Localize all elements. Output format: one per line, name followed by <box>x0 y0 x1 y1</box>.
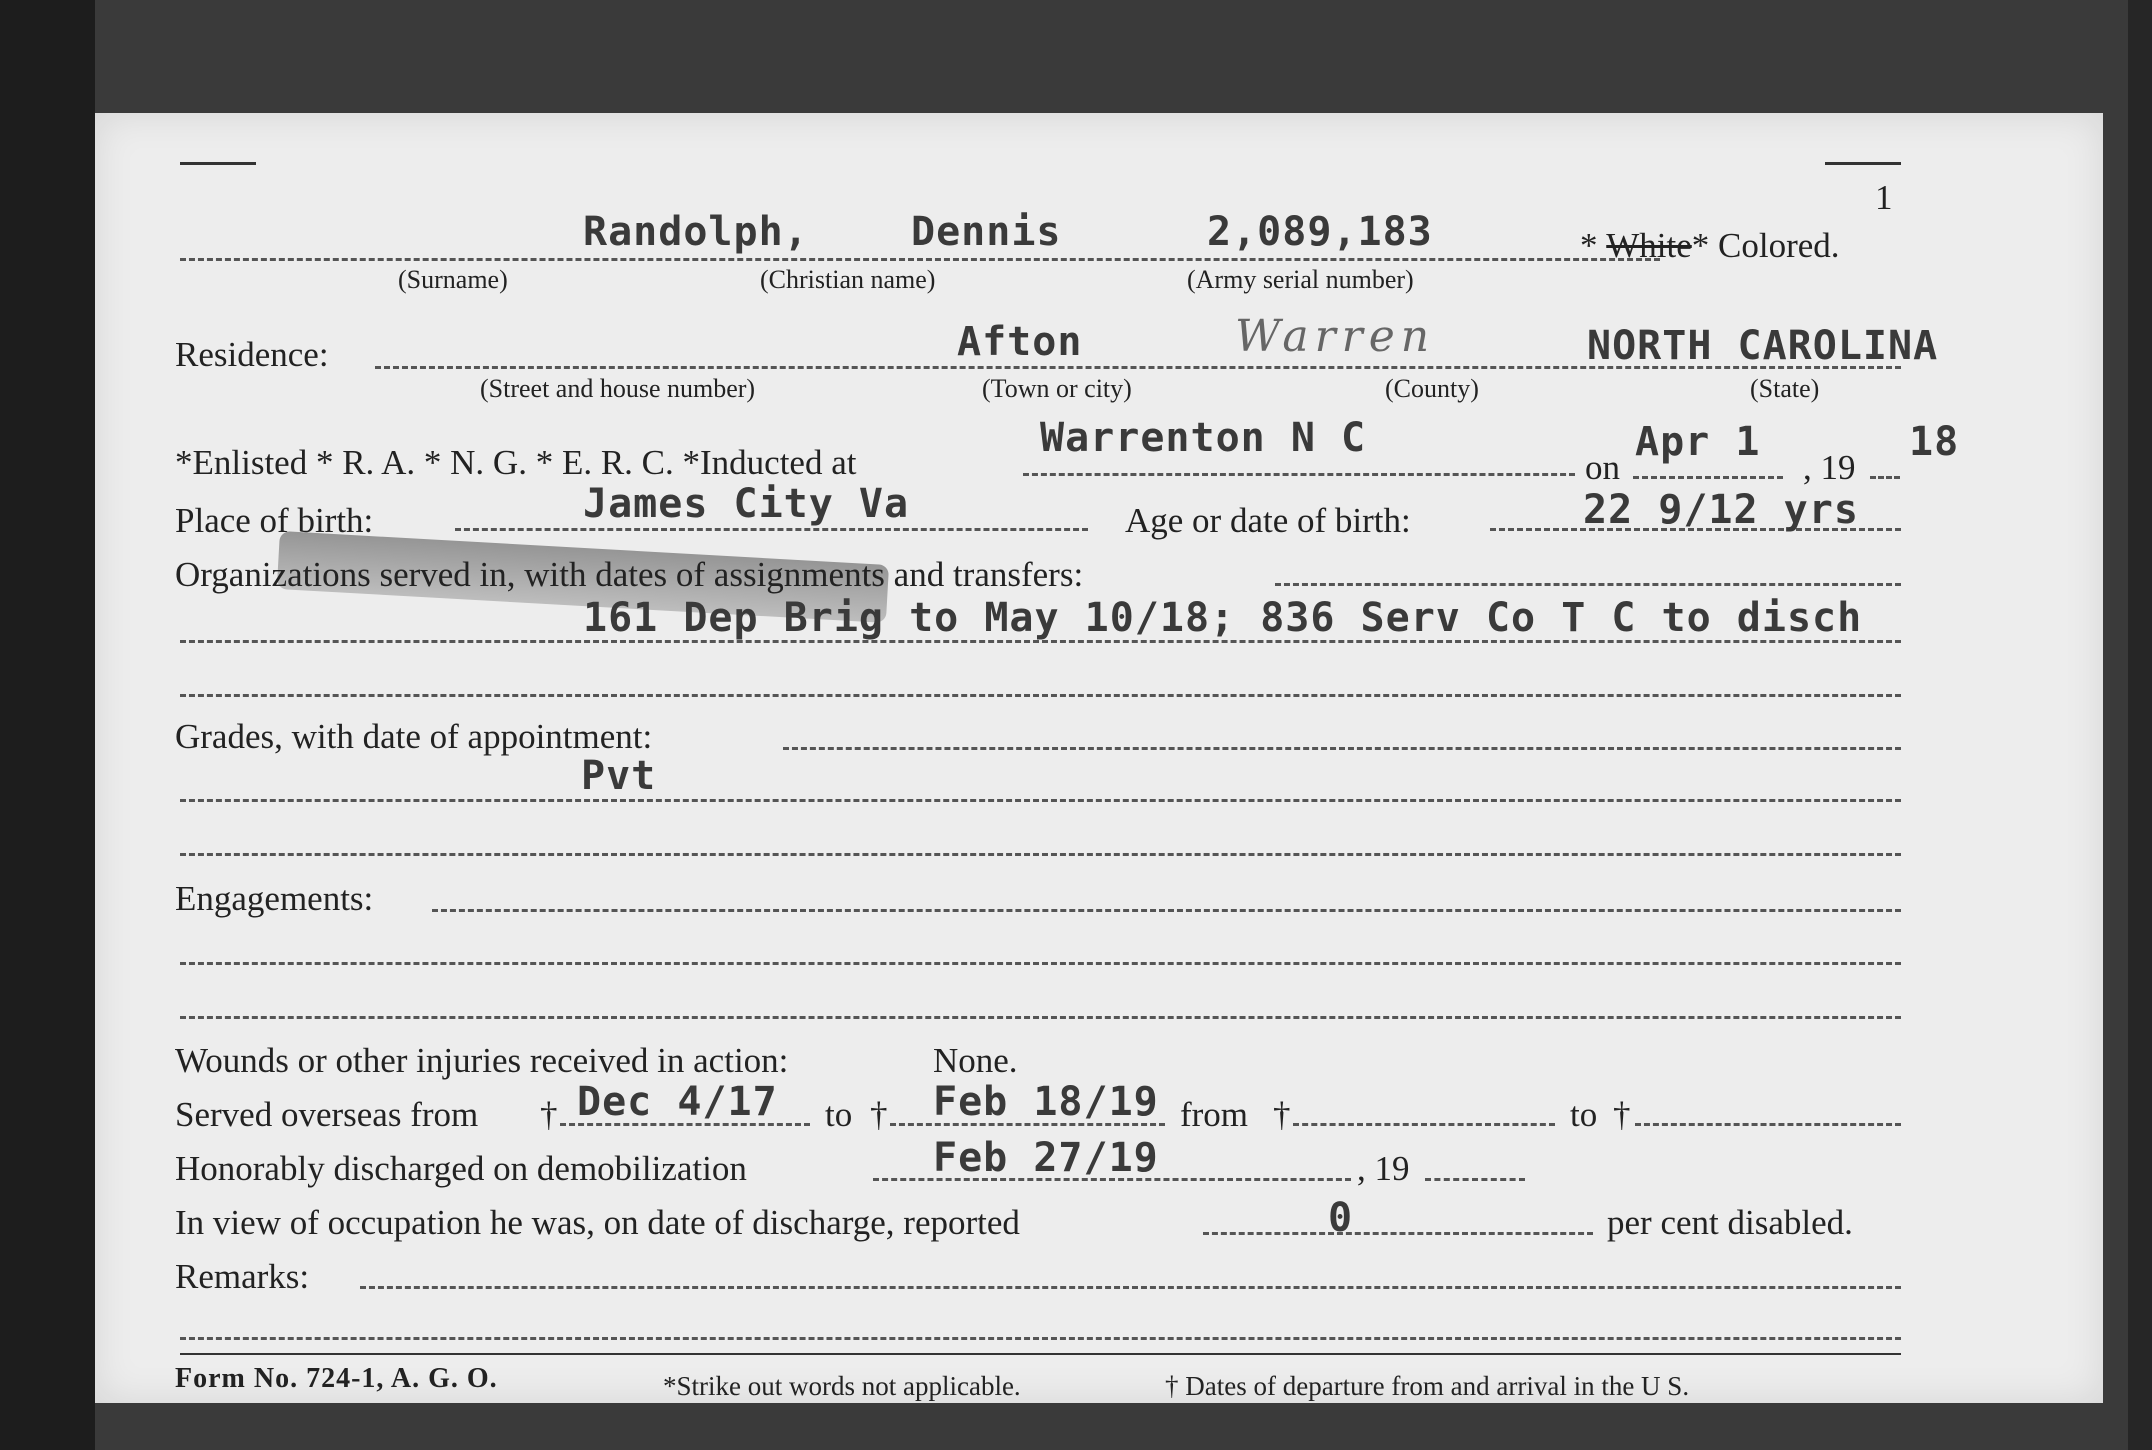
surname-caption: (Surname) <box>398 265 508 294</box>
enlistment-label: *Enlisted * R. A. * N. G. * E. R. C. *Inducted at <box>175 443 857 482</box>
race-prefix: * <box>1580 226 1598 265</box>
footer-rule <box>180 1353 1901 1355</box>
age-value: 22 9/12 yrs <box>1583 487 1859 533</box>
race-field <box>1580 226 1840 266</box>
grades-value: Pvt <box>581 753 657 799</box>
serial-number-caption: (Army serial number) <box>1187 265 1414 294</box>
disability-label: In view of occupation he was, on date of discharge, reported <box>175 1203 1020 1242</box>
card-number: 1 <box>1875 178 1893 217</box>
strike-note: *Strike out words not applicable. <box>663 1371 1021 1401</box>
induction-place-value: Warrenton N C <box>1040 415 1367 461</box>
form-number: Form No. 724-1, A. G. O. <box>175 1363 498 1394</box>
race-colored: * Colored. <box>1691 226 1840 265</box>
grades-line-2 <box>180 853 1901 856</box>
top-left-rule <box>180 162 256 165</box>
engagements-line-2 <box>180 1016 1901 1019</box>
grades-line-1 <box>180 799 1901 802</box>
induction-year-value: 18 <box>1909 419 1960 465</box>
discharge-label: Honorably discharged on demobilization <box>175 1149 747 1188</box>
organizations-line-1 <box>180 640 1901 643</box>
christian-name-caption: (Christian name) <box>760 265 936 294</box>
engagements-line-1 <box>180 962 1901 965</box>
wounds-value: None. <box>933 1041 1018 1080</box>
overseas-to2-line <box>1635 1123 1901 1126</box>
disability-value: 0 <box>1328 1195 1354 1241</box>
race-white-struck: White <box>1606 226 1692 265</box>
overseas-from-value: Dec 4/17 <box>577 1079 778 1125</box>
age-label: Age or date of birth: <box>1125 501 1411 540</box>
disability-line <box>1203 1232 1593 1235</box>
overseas-to-label: to <box>825 1095 853 1134</box>
town-caption: (Town or city) <box>982 374 1132 403</box>
overseas-to-value: Feb 18/19 <box>933 1079 1159 1125</box>
dates-note: † Dates of departure from and arrival in the U S. <box>1165 1371 1690 1401</box>
birth-place-line <box>455 528 1088 531</box>
induction-place-line <box>1023 473 1575 476</box>
grades-label: Grades, with date of appointment: <box>175 717 653 756</box>
birth-place-label: Place of birth: <box>175 501 374 540</box>
disability-suffix: per cent disabled. <box>1607 1203 1853 1242</box>
surname-value: Randolph, <box>583 209 809 255</box>
name-row-line <box>180 258 1660 261</box>
overseas-to2-label: to <box>1570 1095 1598 1134</box>
service-record-card <box>95 113 2103 1403</box>
on-label: on <box>1585 448 1620 487</box>
overseas-dagger-1: † <box>540 1095 558 1134</box>
top-right-rule <box>1825 162 1901 165</box>
remarks-line-1 <box>180 1337 1901 1340</box>
overseas-from2-line <box>1293 1123 1555 1126</box>
overseas-dagger-4: † <box>1613 1095 1631 1134</box>
discharge-year-line <box>1425 1178 1525 1181</box>
birth-place-value: James City Va <box>583 481 910 527</box>
street-caption: (Street and house number) <box>480 374 756 403</box>
grades-line-0 <box>783 747 1901 750</box>
state-caption: (State) <box>1750 374 1820 403</box>
residence-town-value: Afton <box>957 319 1083 365</box>
organizations-label: Organizations served in, with dates of assignments and transfers: <box>175 555 1084 594</box>
scan-right-edge <box>2128 0 2152 1450</box>
residence-county-value: Warren <box>1235 311 1436 362</box>
overseas-dagger-3: † <box>1273 1095 1291 1134</box>
christian-name-value: Dennis <box>911 209 1062 255</box>
organizations-line-0 <box>1275 583 1901 586</box>
induction-date-value: Apr 1 <box>1635 419 1761 465</box>
year-line <box>1870 476 1900 479</box>
year-prefix: , 19 <box>1803 448 1856 487</box>
remarks-line-0 <box>360 1286 1901 1289</box>
organizations-value: 161 Dep Brig to May 10/18; 836 Serv Co T C to disch <box>583 595 1863 641</box>
county-caption: (County) <box>1385 374 1479 403</box>
engagements-line-0 <box>432 909 1901 912</box>
residence-label: Residence: <box>175 335 329 374</box>
serial-number-value: 2,089,183 <box>1207 209 1433 255</box>
overseas-from2-label: from <box>1180 1095 1249 1134</box>
discharge-year-prefix: , 19 <box>1357 1149 1410 1188</box>
organizations-line-2 <box>180 694 1901 697</box>
discharge-date-value: Feb 27/19 <box>933 1135 1159 1181</box>
wounds-label: Wounds or other injuries received in action: <box>175 1041 789 1080</box>
induction-date-line <box>1633 476 1783 479</box>
remarks-label: Remarks: <box>175 1257 310 1296</box>
overseas-label: Served overseas from <box>175 1095 479 1134</box>
engagements-label: Engagements: <box>175 879 374 918</box>
overseas-dagger-2: † <box>870 1095 888 1134</box>
residence-state-value: NORTH CAROLINA <box>1587 323 1939 369</box>
scan-left-edge <box>0 0 95 1450</box>
